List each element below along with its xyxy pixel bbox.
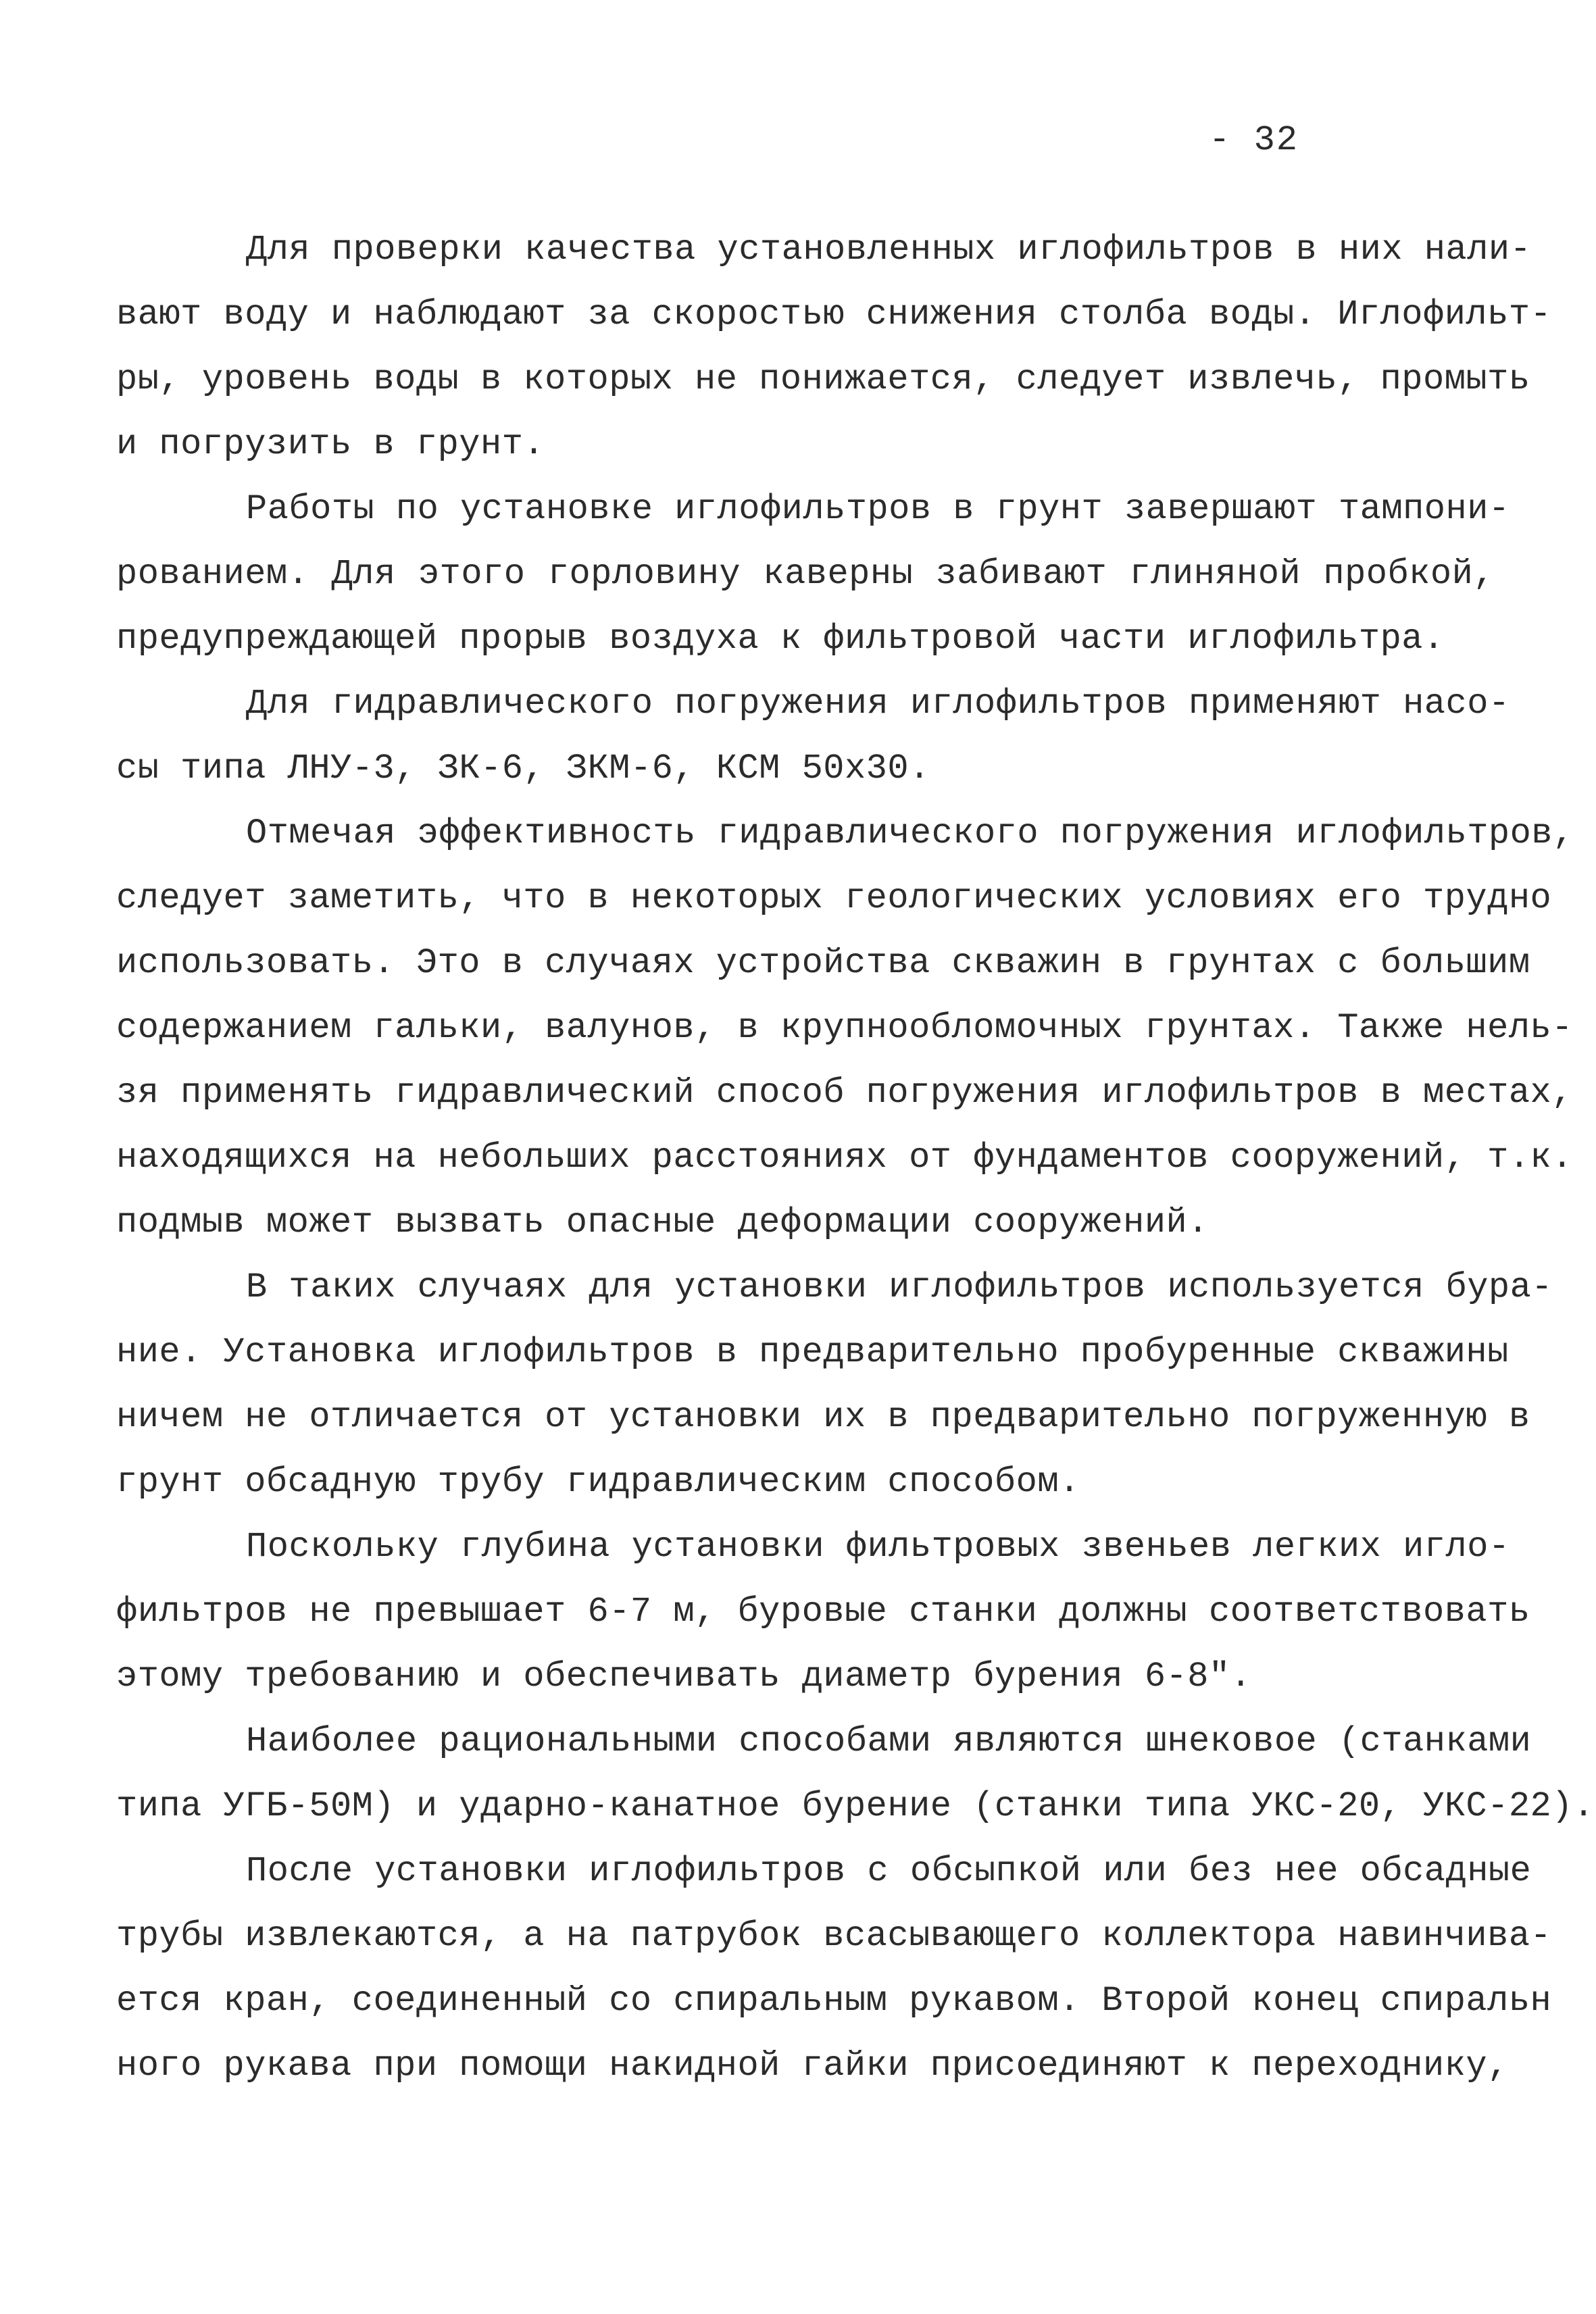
paragraph [116, 477, 1510, 672]
text-line: Наиболее рациональными способами являются шнековое (станками [246, 1721, 1532, 1761]
text-line: После установки иглофильтров с обсыпкой или без нее обсадные [246, 1851, 1532, 1891]
document-body [116, 218, 1595, 2098]
text-line: трубы извлекаются, а на патрубок всасывающего коллектора навинчива- [116, 1916, 1552, 1956]
text-line: подмыв может вызвать опасные деформации сооружений. [116, 1203, 1209, 1242]
paragraph [116, 1515, 1530, 1709]
paragraph [116, 218, 1552, 477]
text-line: сы типа ЛНУ-3, ЗК-6, ЗКМ-6, КСМ 50х30. [116, 749, 930, 788]
text-line: ничем не отличается от установки их в предварительно погруженную в [116, 1397, 1530, 1437]
text-line: и погрузить в грунт. [116, 424, 545, 464]
paragraph [116, 1839, 1552, 2098]
text-line: использовать. Это в случаях устройства скважин в грунтах с большим [116, 943, 1530, 983]
paragraph [116, 801, 1574, 1255]
text-line: Работы по установке иглофильтров в грунт завершают тампони- [246, 489, 1510, 529]
text-line: типа УГБ-50М) и ударно-канатное бурение (станки типа УКС-20, УКС-22). [116, 1786, 1595, 1826]
page-number: - 32 [1209, 120, 1299, 160]
text-line: этому требованию и обеспечивать диаметр бурения 6-8". [116, 1657, 1252, 1696]
text-line: ры, уровень воды в которых не понижается, следует извлечь, промыть [116, 359, 1530, 399]
paragraph [116, 672, 1510, 801]
text-line: ние. Установка иглофильтров в предварительно пробуренные скважины [116, 1332, 1509, 1372]
text-line: Для гидравлического погружения иглофильтров применяют насо- [246, 684, 1510, 724]
text-line: вают воду и наблюдают за скоростью снижения столба воды. Иглофильт- [116, 295, 1552, 334]
text-line: грунт обсадную трубу гидравлическим способом. [116, 1462, 1080, 1502]
text-line: Отмечая эффективность гидравлического погружения иглофильтров, [246, 813, 1574, 853]
text-line: предупреждающей прорыв воздуха к фильтровой части иглофильтра. [116, 619, 1445, 659]
text-line: Поскольку глубина установки фильтровых звеньев легких игло- [246, 1527, 1510, 1567]
text-line: находящихся на небольших расстояниях от фундаментов сооружений, т.к. [116, 1138, 1573, 1178]
text-line: зя применять гидравлический способ погружения иглофильтров в местах, [116, 1073, 1573, 1113]
paragraph [116, 1709, 1595, 1839]
text-line: ется кран, соединенный со спиральным рукавом. Второй конец спиральн [116, 1981, 1552, 2021]
text-line: В таких случаях для установки иглофильтров используется бура- [246, 1267, 1553, 1307]
text-line: Для проверки качества установленных иглофильтров в них нали- [246, 230, 1532, 270]
paragraph [116, 1255, 1553, 1515]
text-line: содержанием гальки, валунов, в крупнообломочных грунтах. Также нель- [116, 1008, 1573, 1048]
text-line: фильтров не превышает 6-7 м, буровые станки должны соответствовать [116, 1592, 1530, 1632]
text-line: рованием. Для этого горловину каверны забивают глиняной пробкой, [116, 554, 1495, 594]
text-line: следует заметить, что в некоторых геологических условиях его трудно [116, 878, 1552, 918]
text-line: ного рукава при помощи накидной гайки присоединяют к переходнику, [116, 2046, 1509, 2086]
